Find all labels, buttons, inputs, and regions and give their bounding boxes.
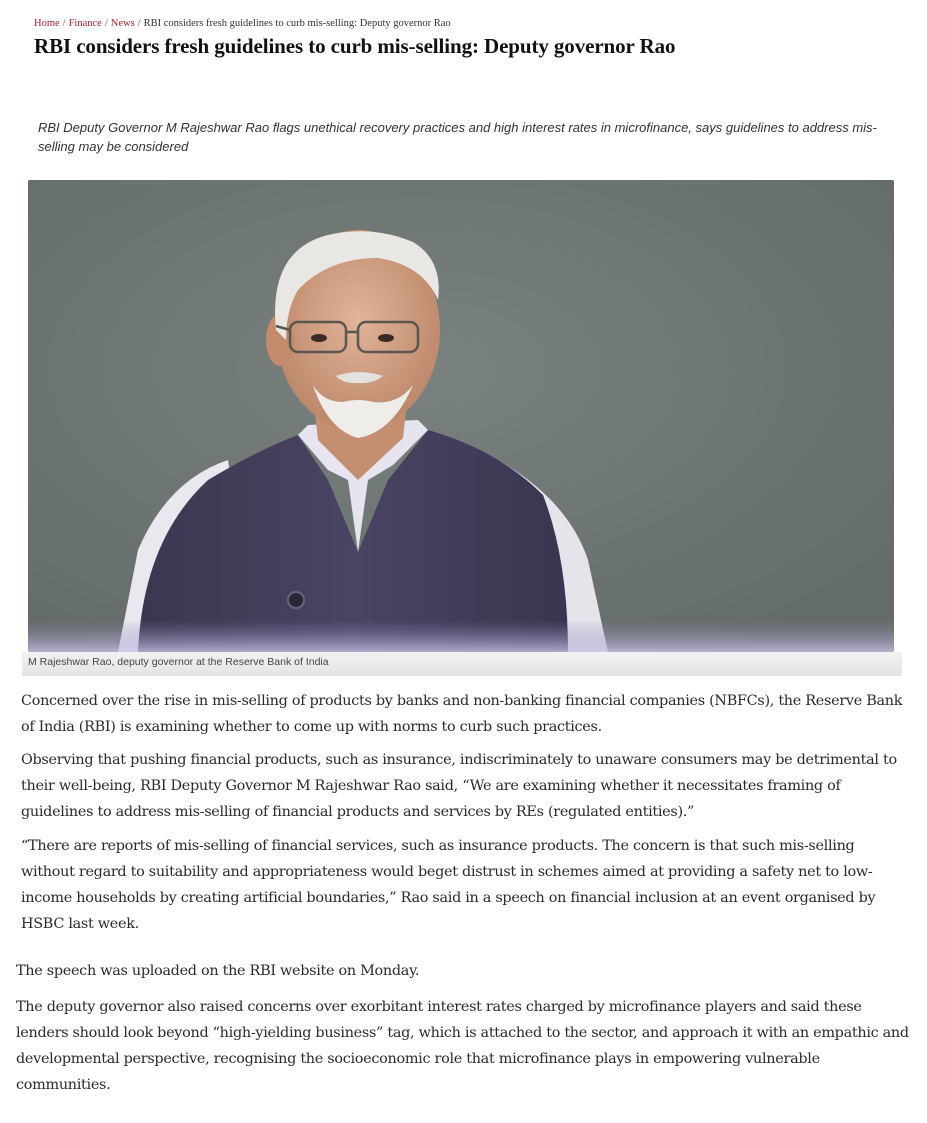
article-summary: RBI Deputy Governor M Rajeshwar Rao flags unethical recovery practices and high interest rates in microfinance, says guidelines to address mis-selling may be considered [38, 120, 877, 154]
breadcrumb [34, 18, 451, 29]
caption-bar [22, 652, 902, 676]
portrait-illustration [28, 180, 894, 652]
image-caption: M Rajeshwar Rao, deputy governor at the Reserve Bank of India [28, 656, 329, 668]
eye-right [378, 334, 394, 342]
breadcrumb-separator: / [137, 18, 141, 29]
article-paragraph-1: Concerned over the rise in mis-selling of products by banks and non-banking financial companies (NBFCs), the Reserve Bank of India (RBI) is examining whether to come up with norms to curb such practices. [21, 693, 903, 735]
article-paragraph-5: The deputy governor also raised concerns over exorbitant interest rates charged by microfinance players and said these lenders should look beyond “high-yielding business” tag, which is attached to the sector, and approach it with an empathic and developmental perspective, recognising the socioeconomic role that microfinance plays in empowering vulnerable communities. [16, 999, 909, 1093]
breadcrumb-home-link[interactable]: Home [34, 18, 60, 29]
eye-left [311, 334, 327, 342]
article-figure [22, 180, 902, 676]
article-paragraph-2: Observing that pushing financial products, such as insurance, indiscriminately to unaware consumers may be detrimental to their well-being, RBI Deputy Governor M Rajeshwar Rao said, “We are examining whether it necessitates framing of guidelines to address mis-selling of financial products and services by REs (regulated entities).” [21, 752, 897, 820]
vest-button [288, 592, 304, 608]
breadcrumb-news-link[interactable]: News [110, 18, 135, 29]
breadcrumb-separator: / [62, 18, 66, 29]
photo-bottom-fade [28, 620, 894, 652]
breadcrumb-finance-link[interactable]: Finance [68, 18, 102, 29]
breadcrumb-separator: / [104, 18, 108, 29]
article-photo [28, 180, 894, 652]
breadcrumb-current: RBI considers fresh guidelines to curb mis-selling: Deputy governor Rao [143, 18, 451, 29]
article-paragraph-3: “There are reports of mis-selling of financial services, such as insurance products. The concern is that such mis-selling without regard to suitability and appropriateness would beget distrust in schemes aimed at providing a safety net to low-income households by creating artificial boundaries,” Rao said in a speech on financial inclusion at an event organised by HSBC last week. [21, 838, 876, 932]
article-headline: RBI considers fresh guidelines to curb mis-selling: Deputy governor Rao [34, 34, 676, 58]
article-paragraph-4: The speech was uploaded on the RBI website on Monday. [16, 963, 420, 979]
